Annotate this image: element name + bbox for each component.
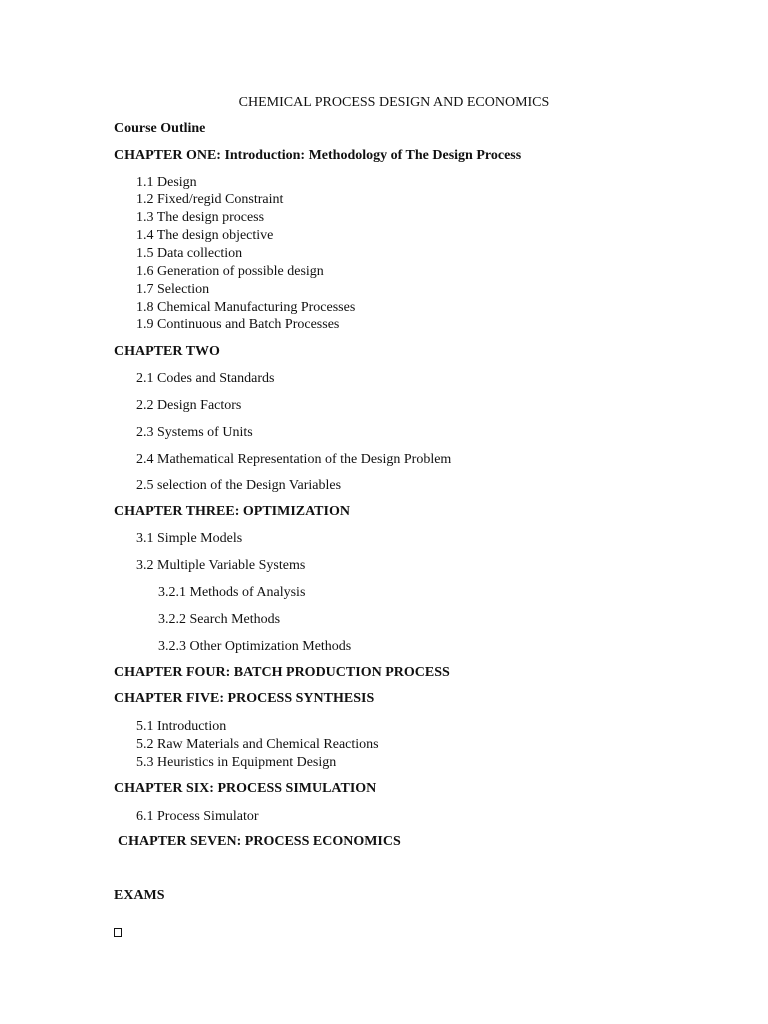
list-item: 1.2 Fixed/regid Constraint <box>136 192 284 207</box>
sub-list-item: 3.2.2 Search Methods <box>158 612 281 627</box>
list-item: 3.1 Simple Models <box>136 531 243 546</box>
list-item: 1.9 Continuous and Batch Processes <box>136 317 340 332</box>
list-item: 2.5 selection of the Design Variables <box>136 478 342 493</box>
chapter-four-heading: CHAPTER FOUR: BATCH PRODUCTION PROCESS <box>114 665 450 680</box>
chapter-one-heading: CHAPTER ONE: Introduction: Methodology of The Design Process <box>114 148 522 163</box>
list-item: 2.4 Mathematical Representation of the Design Problem <box>136 452 452 467</box>
list-item: 5.3 Heuristics in Equipment Design <box>136 755 337 770</box>
chapter-three-heading: CHAPTER THREE: OPTIMIZATION <box>114 504 350 519</box>
list-item: 1.5 Data collection <box>136 246 243 261</box>
list-item: 5.2 Raw Materials and Chemical Reactions <box>136 737 379 752</box>
list-item: 2.2 Design Factors <box>136 398 242 413</box>
list-item: 2.1 Codes and Standards <box>136 371 275 386</box>
list-item: 1.4 The design objective <box>136 228 274 243</box>
list-item: 1.7 Selection <box>136 282 210 297</box>
list-item: 1.1 Design <box>136 175 197 190</box>
list-item: 6.1 Process Simulator <box>136 809 259 824</box>
exams-heading: EXAMS <box>114 888 165 903</box>
empty-box-icon <box>114 928 122 937</box>
list-item: 1.6 Generation of possible design <box>136 264 324 279</box>
list-item: 5.1 Introduction <box>136 719 227 734</box>
chapter-two-heading: CHAPTER TWO <box>114 344 220 359</box>
chapter-five-heading: CHAPTER FIVE: PROCESS SYNTHESIS <box>114 691 375 706</box>
page-title: CHEMICAL PROCESS DESIGN AND ECONOMICS <box>238 95 550 110</box>
sub-list-item: 3.2.1 Methods of Analysis <box>158 585 306 600</box>
chapter-six-heading: CHAPTER SIX: PROCESS SIMULATION <box>114 781 377 796</box>
course-outline-heading: Course Outline <box>114 121 206 136</box>
list-item: 2.3 Systems of Units <box>136 425 253 440</box>
list-item: 1.8 Chemical Manufacturing Processes <box>136 300 356 315</box>
chapter-seven-heading: CHAPTER SEVEN: PROCESS ECONOMICS <box>118 834 401 849</box>
sub-list-item: 3.2.3 Other Optimization Methods <box>158 639 352 654</box>
list-item: 3.2 Multiple Variable Systems <box>136 558 306 573</box>
list-item: 1.3 The design process <box>136 210 265 225</box>
